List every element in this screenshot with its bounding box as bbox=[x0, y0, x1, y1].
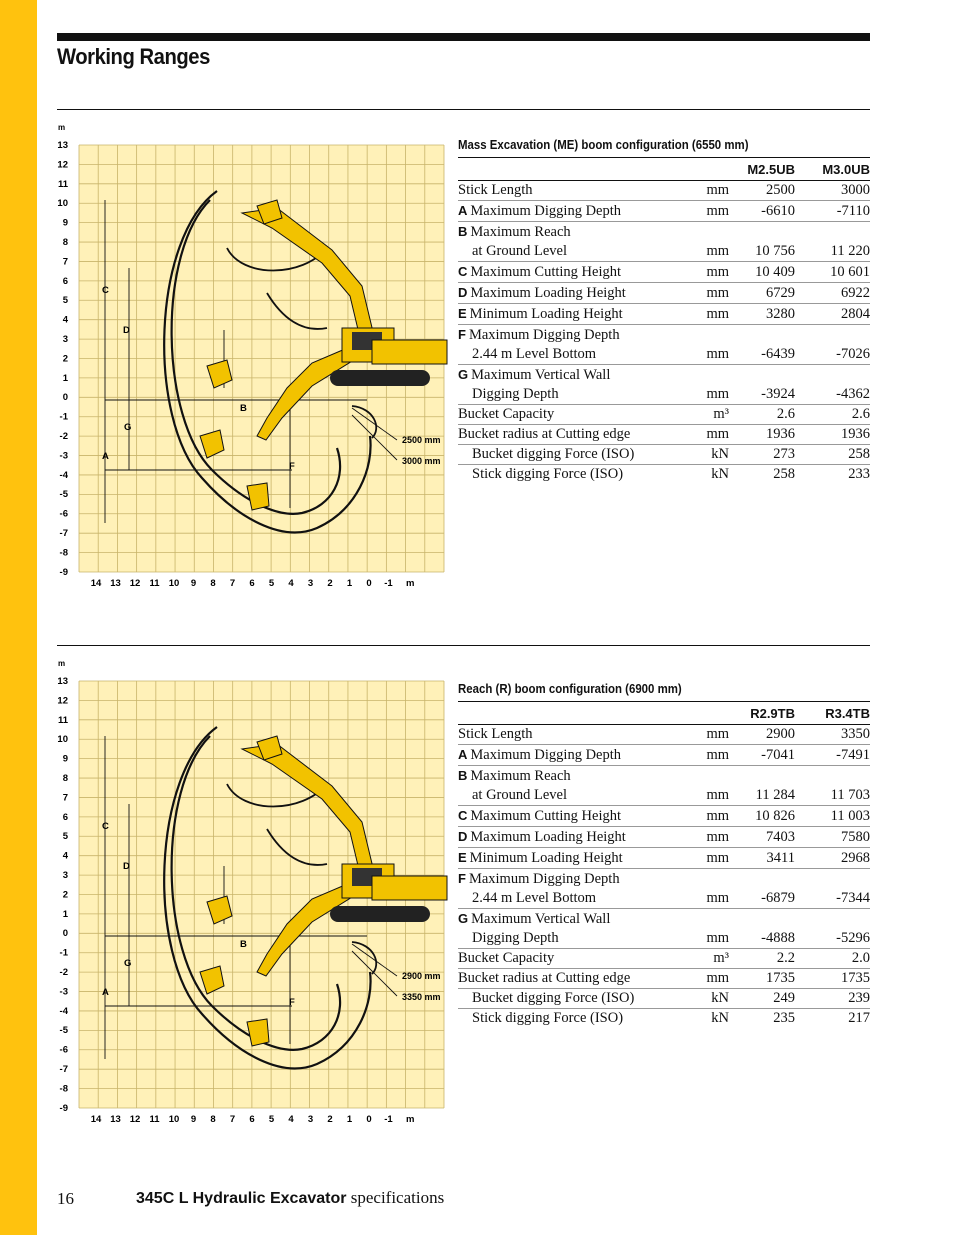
x-tick-label: 8 bbox=[210, 1114, 216, 1125]
spec-row bbox=[458, 989, 870, 1009]
spec-label: Bucket Capacity bbox=[458, 950, 555, 966]
spec-row bbox=[458, 949, 870, 969]
spec-unit: kN bbox=[711, 1010, 729, 1026]
page-number: 16 bbox=[57, 1189, 74, 1208]
spec-row bbox=[458, 262, 870, 283]
x-tick-label: 9 bbox=[190, 578, 197, 589]
spec-label: Stick Length bbox=[458, 182, 533, 198]
spec-title: Mass Excavation (ME) boom configuration (6550 mm) bbox=[458, 137, 749, 152]
spec-label-line2: at Ground Level bbox=[472, 243, 568, 259]
spec-value-1: 235 bbox=[773, 1010, 795, 1026]
spec-block-reach bbox=[458, 681, 870, 1028]
spec-value-1: 3280 bbox=[729, 304, 795, 325]
spec-value-2: 11 003 bbox=[795, 806, 870, 827]
spec-unit: mm bbox=[689, 827, 729, 848]
y-tick-label: -1 bbox=[59, 947, 68, 959]
dimension-letter: D bbox=[458, 829, 468, 844]
spec-value-2: 233 bbox=[848, 466, 870, 482]
spec-value-1: -7041 bbox=[729, 745, 795, 766]
section-rule-1 bbox=[57, 109, 870, 110]
spec-value-1: 10 826 bbox=[729, 806, 795, 827]
spec-label: Maximum Digging Depth bbox=[470, 203, 622, 219]
spec-label: Stick digging Force (ISO) bbox=[472, 466, 624, 482]
spec-label-cell bbox=[458, 465, 689, 485]
spec-label-cell bbox=[458, 181, 689, 201]
y-tick-label: 4 bbox=[62, 314, 68, 326]
spec-value-2: 2.0 bbox=[795, 949, 870, 969]
y-tick-label: 0 bbox=[62, 392, 68, 404]
section-rule-2 bbox=[57, 645, 870, 646]
spec-label: Minimum Loading Height bbox=[469, 306, 623, 322]
dim-label-d: D bbox=[123, 861, 130, 872]
track-shape bbox=[330, 906, 430, 922]
spec-value-2: 2804 bbox=[795, 304, 870, 325]
y-tick-label: 13 bbox=[57, 140, 68, 151]
spec-row bbox=[458, 304, 870, 325]
spec-value-2: 239 bbox=[795, 989, 870, 1009]
y-tick-label: 3 bbox=[62, 334, 68, 345]
spec-label-line2: Digging Depth bbox=[472, 930, 559, 946]
y-tick-label: 12 bbox=[57, 159, 68, 171]
x-tick-label: 6 bbox=[249, 1114, 255, 1125]
y-tick-label: 1 bbox=[62, 372, 68, 384]
spec-value-1: 7403 bbox=[729, 827, 795, 848]
spec-unit: mm bbox=[689, 325, 729, 365]
x-tick-label: 3 bbox=[307, 1114, 314, 1125]
spec-label: Bucket radius at Cutting edge bbox=[458, 426, 631, 442]
x-tick-label: 12 bbox=[129, 578, 141, 589]
y-tick-label: -9 bbox=[59, 566, 68, 578]
dim-label-d: D bbox=[123, 325, 130, 336]
x-tick-label: 2 bbox=[327, 578, 333, 589]
spec-label-cell bbox=[458, 262, 689, 283]
dimension-letter: G bbox=[458, 367, 469, 382]
spec-label: Maximum Reach bbox=[470, 768, 571, 784]
spec-label-cell bbox=[458, 949, 689, 969]
spec-value-2: 217 bbox=[848, 1010, 870, 1026]
header-model-1: M2.5UB bbox=[729, 158, 795, 181]
dimension-letter: A bbox=[458, 747, 468, 762]
spec-value-1: -6610 bbox=[729, 201, 795, 222]
spec-row bbox=[458, 181, 870, 201]
spec-value-2: -5296 bbox=[795, 909, 870, 949]
y-unit-label: m bbox=[58, 659, 66, 668]
y-tick-label: 8 bbox=[62, 237, 68, 248]
spec-value-2: 6922 bbox=[795, 283, 870, 304]
spec-value-2: -7491 bbox=[795, 745, 870, 766]
y-tick-label: 6 bbox=[62, 811, 68, 823]
spec-value-1: 1936 bbox=[729, 425, 795, 445]
y-tick-label: 9 bbox=[62, 753, 68, 765]
engine-housing bbox=[372, 876, 447, 900]
spec-row bbox=[458, 283, 870, 304]
spec-label-cell bbox=[458, 1009, 689, 1029]
spec-value-2: 2968 bbox=[795, 848, 870, 869]
spec-table bbox=[458, 701, 870, 1028]
y-tick-label: -4 bbox=[59, 469, 68, 481]
x-tick-label: -1 bbox=[384, 1114, 393, 1125]
spec-row bbox=[458, 848, 870, 869]
spec-value-1: 6729 bbox=[729, 283, 795, 304]
spec-value-1: 1735 bbox=[729, 969, 795, 989]
spec-value-1: 2500 bbox=[729, 181, 795, 201]
spec-unit: mm bbox=[689, 869, 729, 909]
yellow-side-bar bbox=[0, 0, 37, 1235]
spec-value-2: 11 703 bbox=[795, 766, 870, 806]
spec-label-cell bbox=[458, 425, 689, 445]
spec-value-2: -7110 bbox=[795, 201, 870, 222]
y-tick-label: -7 bbox=[59, 528, 68, 539]
header-model-2: M3.0UB bbox=[795, 158, 870, 181]
y-tick-label: 4 bbox=[62, 850, 68, 862]
spec-label: Bucket radius at Cutting edge bbox=[458, 970, 631, 986]
spec-label: Maximum Cutting Height bbox=[470, 808, 622, 824]
spec-label: Maximum Digging Depth bbox=[468, 327, 620, 343]
spec-unit: mm bbox=[689, 745, 729, 766]
spec-unit: m³ bbox=[689, 949, 729, 969]
spec-row bbox=[458, 465, 870, 485]
spec-unit: m³ bbox=[689, 405, 729, 425]
footer-model: 345C L Hydraulic Excavator bbox=[136, 1190, 347, 1207]
y-tick-label: -8 bbox=[59, 547, 68, 559]
spec-label-cell bbox=[458, 827, 689, 848]
dim-label-c: C bbox=[102, 285, 109, 296]
spec-label: Bucket digging Force (ISO) bbox=[472, 446, 635, 462]
spec-value-1: 10 409 bbox=[729, 262, 795, 283]
page-title: Working Ranges bbox=[57, 44, 210, 69]
spec-value-1: 11 284 bbox=[729, 766, 795, 806]
y-tick-label: 12 bbox=[57, 695, 68, 707]
spec-unit: mm bbox=[689, 365, 729, 405]
spec-value-2: 3350 bbox=[795, 725, 870, 745]
header-spacer bbox=[458, 158, 689, 181]
x-tick-label: 14 bbox=[90, 578, 102, 589]
spec-value-2: -4362 bbox=[795, 365, 870, 405]
spec-label-cell bbox=[458, 405, 689, 425]
y-tick-label: -2 bbox=[59, 967, 68, 978]
y-tick-label: -4 bbox=[59, 1005, 68, 1017]
y-tick-label: 10 bbox=[57, 198, 68, 210]
spec-label: Bucket digging Force (ISO) bbox=[472, 990, 635, 1006]
x-tick-label: 8 bbox=[210, 578, 216, 589]
y-tick-label: 0 bbox=[62, 928, 68, 940]
spec-row bbox=[458, 766, 870, 806]
dim-label-f: F bbox=[289, 997, 295, 1008]
spec-value-1: 258 bbox=[773, 466, 795, 482]
spec-label-cell bbox=[458, 222, 689, 262]
x-tick-label: 5 bbox=[268, 578, 275, 589]
y-tick-label: -5 bbox=[59, 1025, 68, 1037]
dimension-letter: C bbox=[458, 808, 468, 823]
spec-label: Stick Length bbox=[458, 726, 533, 742]
track-shape bbox=[330, 370, 430, 386]
spec-label-cell bbox=[458, 969, 689, 989]
spec-table bbox=[458, 157, 870, 484]
y-tick-label: 5 bbox=[62, 295, 68, 307]
spec-value-1: 2.2 bbox=[729, 949, 795, 969]
x-tick-label: 11 bbox=[149, 578, 160, 589]
spec-label-cell bbox=[458, 848, 689, 869]
spec-title: Reach (R) boom configuration (6900 mm) bbox=[458, 681, 682, 696]
spec-row bbox=[458, 425, 870, 445]
spec-unit: kN bbox=[689, 445, 729, 465]
spec-label: Maximum Vertical Wall bbox=[471, 911, 611, 927]
y-tick-label: 5 bbox=[62, 831, 68, 843]
spec-label: Bucket Capacity bbox=[458, 406, 555, 422]
spec-header-row bbox=[458, 158, 870, 181]
spec-unit: mm bbox=[689, 425, 729, 445]
spec-label-cell bbox=[458, 806, 689, 827]
spec-value-1: 3411 bbox=[729, 848, 795, 869]
x-tick-label: 12 bbox=[129, 1114, 141, 1125]
dim-label-c: C bbox=[102, 821, 109, 832]
spec-unit: mm bbox=[689, 909, 729, 949]
spec-value-2: -7344 bbox=[795, 869, 870, 909]
spec-label-cell bbox=[458, 283, 689, 304]
stick-length-label-2: 3000 mm bbox=[402, 456, 441, 466]
spec-value-2: 1735 bbox=[795, 969, 870, 989]
y-tick-label: -1 bbox=[59, 411, 68, 423]
header-model-2: R3.4TB bbox=[795, 702, 870, 725]
spec-value-1: 2900 bbox=[729, 725, 795, 745]
spec-label: Maximum Loading Height bbox=[470, 285, 626, 301]
engine-housing bbox=[372, 340, 447, 364]
dim-label-b: B bbox=[240, 939, 247, 950]
y-tick-label: 8 bbox=[62, 773, 68, 784]
spec-label: Stick digging Force (ISO) bbox=[472, 1010, 624, 1026]
x-tick-label: 10 bbox=[168, 578, 180, 589]
dimension-letter: E bbox=[458, 850, 467, 865]
spec-unit: kN bbox=[711, 466, 729, 482]
y-tick-label: -5 bbox=[59, 489, 68, 501]
working-range-chart-me bbox=[52, 118, 452, 598]
dimension-letter: B bbox=[458, 768, 468, 783]
y-tick-label: -7 bbox=[59, 1064, 68, 1075]
x-tick-label: 0 bbox=[366, 578, 372, 589]
spec-label-cell bbox=[458, 201, 689, 222]
y-tick-label: -2 bbox=[59, 431, 68, 442]
header-model-1: R2.9TB bbox=[729, 702, 795, 725]
spec-row bbox=[458, 405, 870, 425]
spec-label-cell bbox=[458, 725, 689, 745]
spec-block-me bbox=[458, 137, 870, 484]
dim-label-g: G bbox=[124, 422, 132, 433]
spec-value-2: 3000 bbox=[795, 181, 870, 201]
spec-row bbox=[458, 827, 870, 848]
spec-value-1: 10 756 bbox=[729, 222, 795, 262]
x-tick-label: 10 bbox=[168, 1114, 180, 1125]
spec-row bbox=[458, 745, 870, 766]
spec-value-2: -7026 bbox=[795, 325, 870, 365]
stick-length-label-1: 2900 mm bbox=[402, 971, 441, 981]
spec-unit: mm bbox=[689, 766, 729, 806]
x-tick-label: 11 bbox=[149, 1114, 160, 1125]
spec-unit: mm bbox=[689, 262, 729, 283]
y-tick-label: 3 bbox=[62, 870, 68, 881]
spec-unit: kN bbox=[689, 989, 729, 1009]
y-tick-label: 13 bbox=[57, 676, 68, 687]
spec-row bbox=[458, 325, 870, 365]
dim-label-a: A bbox=[102, 987, 109, 998]
x-tick-label: 4 bbox=[288, 578, 294, 589]
spec-unit: mm bbox=[689, 222, 729, 262]
x-tick-label: 0 bbox=[366, 1114, 372, 1125]
spec-unit: mm bbox=[689, 181, 729, 201]
spec-value-1: -3924 bbox=[729, 365, 795, 405]
spec-label-cell bbox=[458, 989, 689, 1009]
spec-value-2: 10 601 bbox=[795, 262, 870, 283]
spec-label: Maximum Loading Height bbox=[470, 829, 626, 845]
dimension-letter: F bbox=[458, 327, 466, 342]
header-spacer bbox=[689, 702, 729, 725]
x-tick-label: 5 bbox=[268, 1114, 275, 1125]
x-unit-label: m bbox=[406, 578, 415, 589]
dim-label-g: G bbox=[124, 958, 132, 969]
spec-unit: mm bbox=[689, 806, 729, 827]
x-unit-label: m bbox=[406, 1114, 415, 1125]
dimension-letter: B bbox=[458, 224, 468, 239]
x-tick-label: 1 bbox=[346, 578, 353, 589]
spec-label: Maximum Digging Depth bbox=[470, 747, 622, 763]
spec-label-cell bbox=[458, 365, 689, 405]
spec-value-2: 11 220 bbox=[795, 222, 870, 262]
y-tick-label: -3 bbox=[59, 986, 68, 998]
dimension-letter: D bbox=[458, 285, 468, 300]
spec-row bbox=[458, 222, 870, 262]
spec-unit: mm bbox=[689, 201, 729, 222]
spec-row bbox=[458, 869, 870, 909]
x-tick-label: 4 bbox=[288, 1114, 294, 1125]
header-spacer bbox=[689, 158, 729, 181]
stick-length-label-1: 2500 mm bbox=[402, 435, 441, 445]
y-tick-label: 9 bbox=[62, 217, 68, 229]
spec-label: Maximum Vertical Wall bbox=[471, 367, 611, 383]
footer-suffix: specifications bbox=[350, 1188, 445, 1207]
x-tick-label: 13 bbox=[110, 1114, 121, 1125]
y-tick-label: -6 bbox=[59, 508, 68, 520]
y-tick-label: 2 bbox=[62, 889, 68, 901]
header-spacer bbox=[458, 702, 689, 725]
spec-label-line2: Digging Depth bbox=[472, 386, 559, 402]
x-tick-label: 6 bbox=[249, 578, 255, 589]
x-tick-label: -1 bbox=[384, 578, 393, 589]
stick-length-label-2: 3350 mm bbox=[402, 992, 441, 1002]
spec-label: Maximum Reach bbox=[470, 224, 571, 240]
spec-label-cell bbox=[458, 445, 689, 465]
spec-unit: mm bbox=[689, 725, 729, 745]
y-tick-label: 6 bbox=[62, 275, 68, 287]
y-unit-label: m bbox=[58, 123, 66, 132]
spec-row bbox=[458, 445, 870, 465]
dim-label-a: A bbox=[102, 451, 109, 462]
y-tick-label: -8 bbox=[59, 1083, 68, 1095]
spec-row bbox=[458, 969, 870, 989]
spec-value-1: -4888 bbox=[729, 909, 795, 949]
x-tick-label: 3 bbox=[307, 578, 314, 589]
y-tick-label: 7 bbox=[62, 256, 68, 268]
spec-value-2: 258 bbox=[795, 445, 870, 465]
spec-value-1: 249 bbox=[729, 989, 795, 1009]
y-tick-label: -6 bbox=[59, 1044, 68, 1056]
spec-label-line2: 2.44 m Level Bottom bbox=[472, 890, 597, 906]
x-tick-label: 13 bbox=[110, 578, 121, 589]
spec-label-cell bbox=[458, 304, 689, 325]
top-rule bbox=[57, 33, 870, 41]
spec-label: Maximum Digging Depth bbox=[468, 871, 620, 887]
spec-value-2: 7580 bbox=[795, 827, 870, 848]
spec-value-1: -6879 bbox=[729, 869, 795, 909]
y-tick-label: 10 bbox=[57, 734, 68, 746]
spec-header-row bbox=[458, 702, 870, 725]
y-tick-label: -3 bbox=[59, 450, 68, 462]
dimension-letter: G bbox=[458, 911, 469, 926]
spec-unit: mm bbox=[689, 969, 729, 989]
spec-label-cell bbox=[458, 325, 689, 365]
spec-row bbox=[458, 201, 870, 222]
spec-label-cell bbox=[458, 766, 689, 806]
dimension-letter: F bbox=[458, 871, 466, 886]
spec-row bbox=[458, 909, 870, 949]
dimension-letter: C bbox=[458, 264, 468, 279]
y-tick-label: 11 bbox=[57, 178, 68, 190]
spec-unit: mm bbox=[689, 848, 729, 869]
dimension-letter: A bbox=[458, 203, 468, 218]
dim-label-f: F bbox=[289, 461, 295, 472]
x-tick-label: 9 bbox=[190, 1114, 197, 1125]
spec-label: Maximum Cutting Height bbox=[470, 264, 622, 280]
x-tick-label: 7 bbox=[229, 1114, 236, 1125]
working-range-chart-reach bbox=[52, 654, 452, 1134]
x-tick-label: 14 bbox=[90, 1114, 102, 1125]
footer-text bbox=[136, 1188, 444, 1208]
spec-value-1: -6439 bbox=[729, 325, 795, 365]
spec-label-cell bbox=[458, 745, 689, 766]
y-tick-label: 1 bbox=[62, 908, 68, 920]
y-tick-label: 11 bbox=[57, 714, 68, 726]
spec-value-2: 1936 bbox=[795, 425, 870, 445]
spec-row bbox=[458, 806, 870, 827]
spec-row bbox=[458, 1009, 870, 1029]
spec-unit: mm bbox=[689, 304, 729, 325]
y-tick-label: 7 bbox=[62, 792, 68, 804]
spec-value-1: 273 bbox=[729, 445, 795, 465]
y-tick-label: 2 bbox=[62, 353, 68, 365]
spec-value-1: 2.6 bbox=[729, 405, 795, 425]
spec-label-line2: at Ground Level bbox=[472, 787, 568, 803]
y-tick-label: -9 bbox=[59, 1102, 68, 1114]
spec-row bbox=[458, 725, 870, 745]
dimension-letter: E bbox=[458, 306, 467, 321]
dim-label-b: B bbox=[240, 403, 247, 414]
spec-label-line2: 2.44 m Level Bottom bbox=[472, 346, 597, 362]
x-tick-label: 2 bbox=[327, 1114, 333, 1125]
x-tick-label: 7 bbox=[229, 578, 236, 589]
spec-label: Minimum Loading Height bbox=[469, 850, 623, 866]
spec-value-2: 2.6 bbox=[795, 405, 870, 425]
spec-unit: mm bbox=[689, 283, 729, 304]
spec-label-cell bbox=[458, 909, 689, 949]
spec-label-cell bbox=[458, 869, 689, 909]
spec-row bbox=[458, 365, 870, 405]
x-tick-label: 1 bbox=[346, 1114, 353, 1125]
